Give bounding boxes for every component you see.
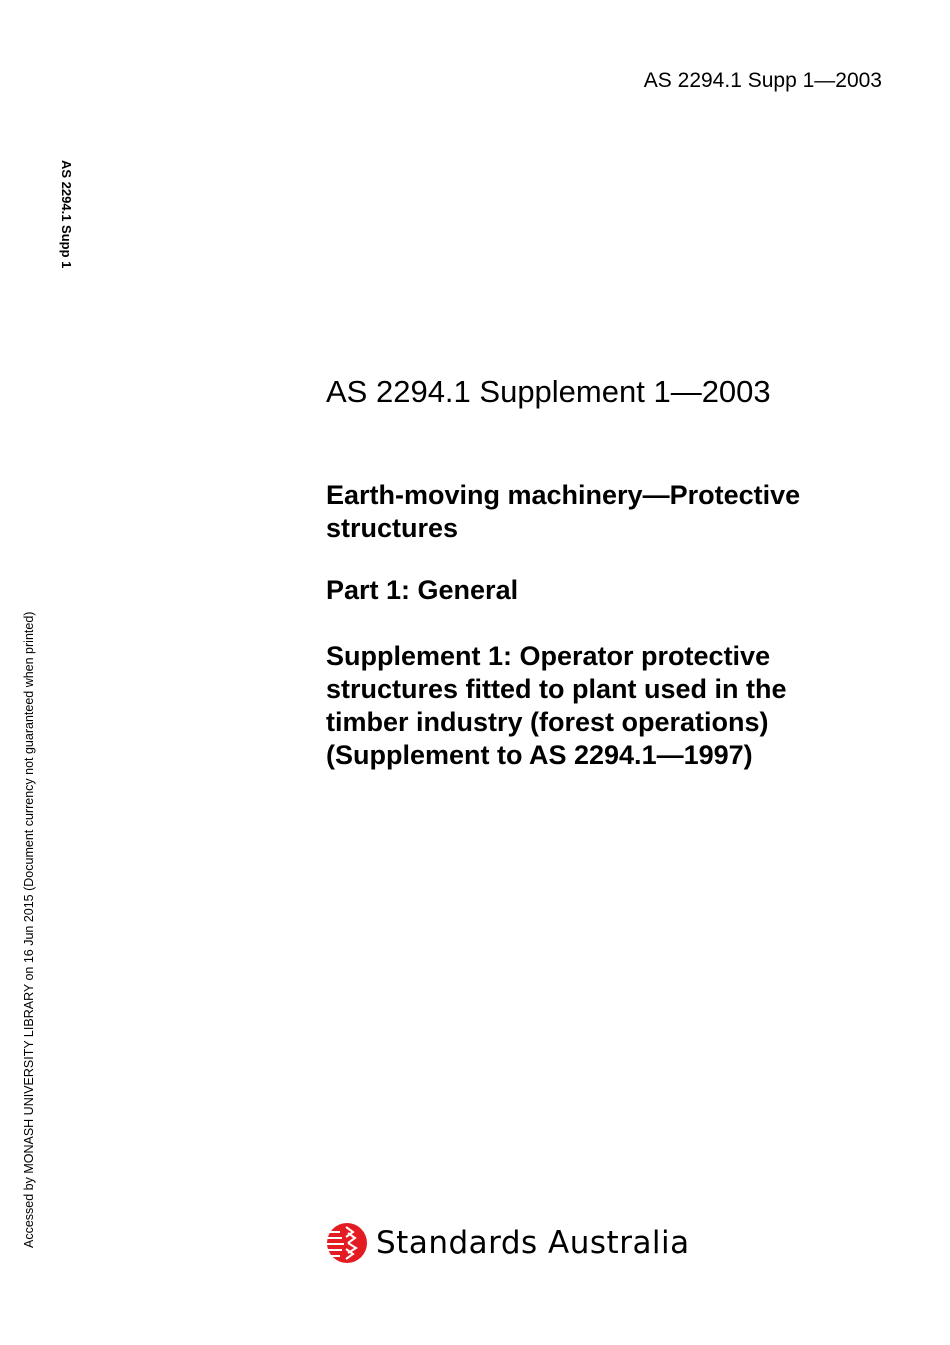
standards-australia-logo <box>326 1222 690 1264</box>
header-designation: AS 2294.1 Supp 1—2003 <box>643 69 882 92</box>
document-subtitle: Earth-moving machinery—Protective structures <box>326 480 801 543</box>
logo-text: Standards Australia <box>376 1225 690 1261</box>
document-title: AS 2294.1 Supplement 1—2003 <box>326 374 771 409</box>
logo-emblem-icon <box>326 1222 368 1264</box>
supplement-heading: Supplement 1: Operator protective structures fitted to plant used in the timber industry (forest operations) (Supplement to AS 2294.1—1997) <box>326 641 787 770</box>
access-notice: Accessed by MONASH UNIVERSITY LIBRARY on 16 Jun 2015 (Document currency not guaranteed when printed) <box>22 611 36 1248</box>
side-label: AS 2294.1 Supp 1 <box>59 160 74 269</box>
part-heading: Part 1: General <box>326 575 519 605</box>
